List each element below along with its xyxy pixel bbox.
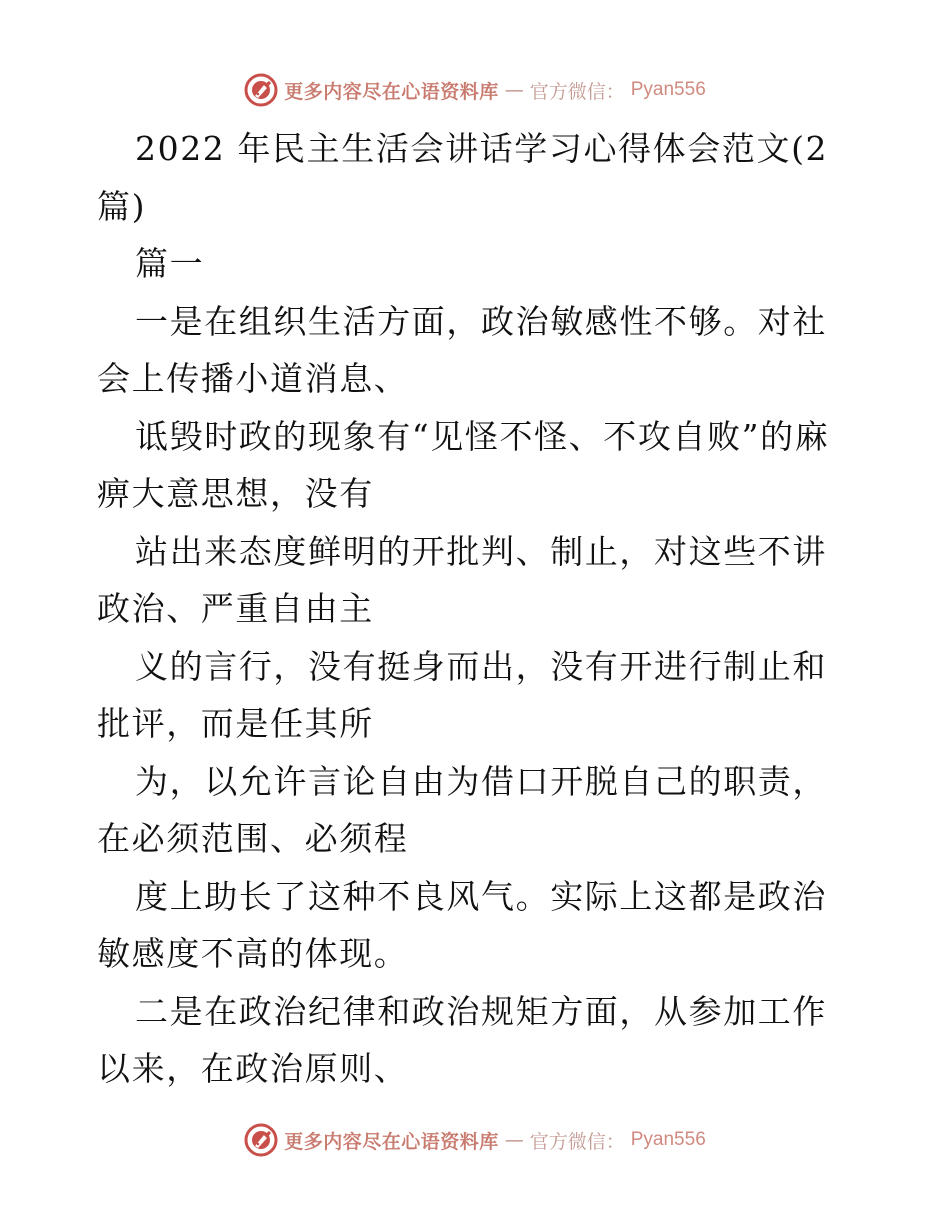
watermark-wechat-id: Pyan556: [630, 79, 706, 100]
document-body: [97, 120, 857, 1098]
pen-nib-logo-icon: [244, 1123, 278, 1157]
watermark-dash: —: [504, 1129, 524, 1151]
watermark-main-text: 更多内容尽在心语资料库: [284, 1130, 499, 1153]
watermark-dash: —: [504, 79, 524, 101]
watermark-main-text: 更多内容尽在心语资料库: [284, 80, 499, 103]
paragraph: 一是在组织生活方面，政治敏感性不够。对社会上传播小道消息、: [97, 301, 827, 398]
paragraph: 义的言行，没有挺身而出，没有开进行制止和批评，而是任其所: [97, 646, 827, 743]
paragraph: 为，以允许言论自由为借口开脱自己的职责，在必须范围、必须程: [97, 761, 827, 858]
watermark-wechat-id: Pyan556: [630, 1129, 706, 1150]
section-heading: 篇一: [135, 244, 205, 283]
document-title: 2022 年民主生活会讲话学习心得体会范文(2篇): [97, 129, 829, 226]
paragraph: 站出来态度鲜明的开批判、制止，对这些不讲政治、严重自由主: [97, 531, 827, 628]
paragraph: 二是在政治纪律和政治规矩方面，从参加工作以来，在政治原则、: [97, 991, 827, 1088]
paragraph: 诋毁时政的现象有“见怪不怪、不攻自败”的麻痹大意思想，没有: [97, 416, 830, 513]
watermark-official-label: 官方微信：: [529, 80, 625, 103]
header-watermark-banner: [0, 70, 950, 110]
paragraph: 度上助长了这种不良风气。实际上这都是政治敏感度不高的体现。: [97, 876, 827, 973]
pen-nib-logo-icon: [244, 73, 278, 107]
footer-watermark-banner: [0, 1120, 950, 1160]
watermark-official-label: 官方微信：: [529, 1130, 625, 1153]
